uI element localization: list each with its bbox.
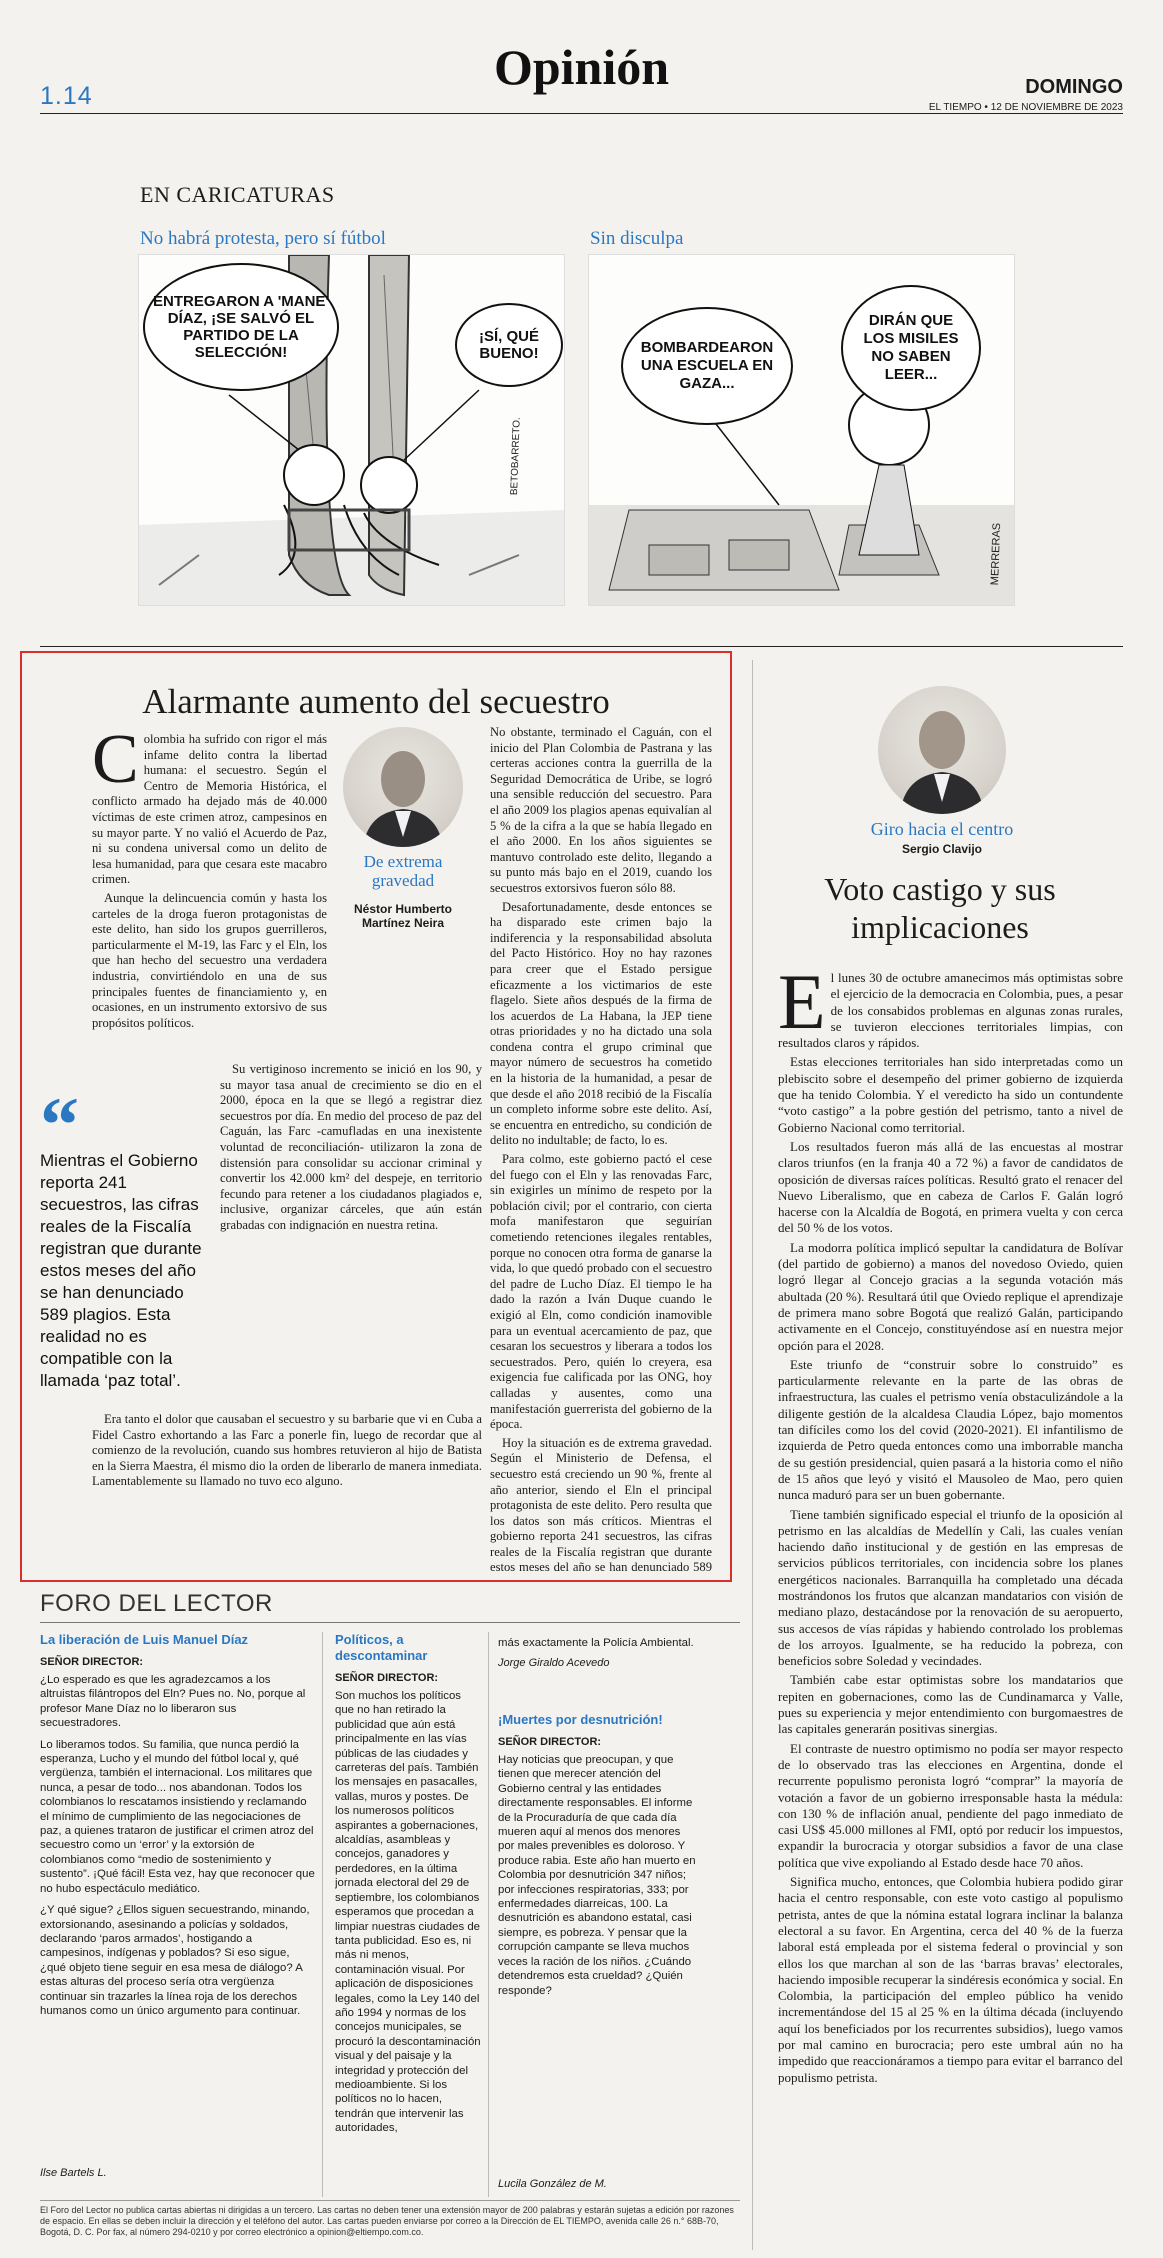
article2-paragraph: El contraste de nuestro optimismo no podía ser mayor respecto de lo observado tras las elecciones en Argentina, donde el recurrente populismo peronista logró “comprar” la mayoría de votación a favor de un gobierno irresponsable hasta la médula: con 130 % de inflación anual, pendiente del pago inmediato de casi US$ 45.000 millones al FMI, optó por reducir los impuestos, expandir la burocracia y otorgar subsidios a favor de una clase política que vive expoliando al Estado desde hace 70 años. xyxy=(778,1740,1123,1870)
foro-letter-2-paragraph: más exactamente la Policía Ambiental. xyxy=(498,1637,694,1649)
cartoon-right-signature: MERRERAS xyxy=(989,522,1004,586)
article2-paragraph: La modorra política implicó sepultar la candidatura de Bolívar (del partido de gobierno) a manos del novedoso Oviedo, quien logró llegar al Concejo gracias a la segunda votación más abultada (20 %). Resultará útil que Oviedo replique el aprendizaje de primera mano sobre Bogotá que realizó Galán, participando activamente en el Concejo, constituyéndose así en nuestra mejor opción para el 2028. xyxy=(778,1239,1123,1353)
article1-paragraph: Era tanto el dolor que causaban el secuestro y su barbarie que vi en Cuba a Fidel Castro exhortando a las Farc a ponerle fin, luego de recordar que al comienzo de la revolución, cuando sus hombres retuvieron al hijo de Batista en la Sierra Maestra, él mismo dio la orden de liberarlo de manera inmediata. Lamentablemente su llamado no tuvo eco alguno. xyxy=(92,1412,482,1489)
foro-letter-1 xyxy=(40,1632,318,2162)
foro-section-title: FORO DEL LECTOR xyxy=(40,1590,273,1617)
cartoon-right xyxy=(588,254,1015,606)
article2-column-name: Giro hacia el centro xyxy=(870,819,1014,839)
article1-paragraph: No obstante, terminado el Caguán, con el inicio del Plan Colombia de Pastrana y las certeras acciones contra la guerrilla de la Seguridad Democrática de Uribe, se logró una sensible reducción del secuestro. Para el año 2009 los plagios apenas equivalían al 5 % de la cifra a la que se había llegado en el año 2000. En los años siguientes se mantuvo controlado este delito, llegando a su punto más bajo en el 2019, cuando los secuestros extorsivos fueron sólo 88. xyxy=(490,725,712,895)
article2-body xyxy=(778,970,1123,2255)
article1-title: Alarmante aumento del secuestro xyxy=(142,682,610,721)
cartoon-left-signature: BETOBARRETO. xyxy=(509,417,523,496)
foro-letter-1-signature: Ilse Bartels L. xyxy=(40,2167,107,2179)
article2-paragraph: Tiene también significado especial el triunfo de la oposición al petrismo en las alcaldías de Medellín y Cali, las cuales venían haciendo daño institucional y de gestión en las empresas de servicios públicos territoriales, con incidencia sobre los planes energéticos nacionales. Barranquilla ha completado una década mostrándonos los frutos que alcanzan mandatarios con visión de mediano plazo, destacándose por la renovación de su aeropuerto, sus accesos de vías rápidas y habiendo controlado los problemas de los arroyos. Igualmente, se ha reducido la pobreza, con beneficios sobre Soledad y vecindades. xyxy=(778,1506,1123,1669)
article1-col2 xyxy=(220,1062,482,1412)
date-line: EL TIEMPO • 12 DE NOVIEMBRE DE 2023 xyxy=(928,102,1123,113)
article1-paragraph: Aunque la delincuencia común y hasta los carteles de la droga fueron protagonistas de este delito, han sido los grupos guerrilleros, particularmente el M-19, las Farc y el Eln, los que han hecho del secuestro una verdadera industria, convirtiéndolo en una de sus principales fuentes de financiamiento y, en ocasiones, en un instrumento extorsivo de sus propósitos políticos. xyxy=(92,890,327,1030)
article1-pull-quote: Mientras el Gobierno reporta 241 secuestros, las cifras reales de la Fiscalía registran que durante estos meses del año se han denunciado 589 plagios. Esta realidad no es compatible con la llamada ‘paz total’. xyxy=(40,1151,202,1390)
article2-dropcap: E xyxy=(778,970,826,1045)
foro-letter-3-paragraph: Hay noticias que preocupan, y que tienen que merecer atención del Gobierno central y las entidades directamente responsables. El informe de la Procuraduría de que cada día mueren aquí al menos dos menores por males prevenibles es doloroso. Y produce rabia. Este año han muerto en Colombia por desnutrición 347 niños; por infecciones respiratorias, 333; por enfermedades diarreicas, 100. La desnutrición es abandono estatal, casi siempre, es pobreza. Y pensar que la corrupción campante se lleva muchos veces la ración de los niños. ¿Cuándo detendremos esta crueldad? ¿Quién responde? xyxy=(498,1754,696,1997)
cartoon-left-bubble-1: ENTREGARON A 'MANE' DÍAZ, ¡SE SALVÓ EL PARTIDO DE LA SELECCIÓN! xyxy=(143,263,339,391)
column-divider xyxy=(752,660,753,2250)
foro-letter-1-paragraph: Lo liberamos todos. Su familia, que nunca perdió la esperanza, Lucho y el mundo del fútbol local y, qué vergüenza, también el internacional. Los militares que nunca, a pesar de todo... nos abandonan. Todos los colombianos lo rescatamos insistiendo y reclamando el mínimo de cumplimiento de las negociaciones de paz, a quienes trataron de justificar el crimen atroz del secuestro como un ‘error’ y la extorsión de colombianos como “medio de sostenimiento y sustento”. ¡Qué fácil! Esta vez, hay que reconocer que no hubo espectáculo mediático. xyxy=(40,1738,315,1895)
cartoons-section-label: EN CARICATURAS xyxy=(140,182,335,207)
foro-letter-3 xyxy=(498,1712,698,2172)
cartoon-right-bubble-1: BOMBARDEARON UNA ESCUELA EN GAZA... xyxy=(621,307,793,425)
cartoon-right-title: Sin disculpa xyxy=(590,228,684,249)
article2-author-photo xyxy=(878,686,1006,814)
section-title: Opinión xyxy=(493,39,670,95)
foro-letter-3-signature: Lucila González de M. xyxy=(498,2178,607,2190)
foro-rule xyxy=(40,1622,740,1623)
foro-divider-1 xyxy=(322,1632,323,2197)
article1-paragraph: Para colmo, este gobierno pactó el cese del fuego con el Eln y las renovadas Farc, sin exigirles un mínimo de respeto por la población civil; por el contrario, con cierta mofa manifestaron que seguirían cometiendo retenciones ilegales rentables, porque no conocen otra forma de ganarse la vida, lo que quedó probado con el secuestro del padre de Lucho Díaz. El tiempo le ha dado la razón a Iván Duque cuando le exigió al Eln, como condición inamovible para un eventual acercamiento de paz, que cesaran los secuestros y liberara a todos los secuestrados. Pero, quién lo creyera, esa exigencia fue calificada por las ONG, hoy calladas y ausentes, como una manifestación guerrerista del gobierno de la época. xyxy=(490,1152,712,1432)
article2-title: Voto castigo y sus implicaciones xyxy=(824,871,1056,945)
cartoon-rule xyxy=(40,646,1123,647)
cartoon-right-bubble-2: DIRÁN QUE LOS MISILES NO SABEN LEER... xyxy=(841,285,981,411)
quote-icon: “ xyxy=(40,1081,79,1168)
foro-footer-rule xyxy=(40,2200,740,2201)
article2-paragraph: l lunes 30 de octubre amanecimos más optimistas sobre el ejercicio de la democracia en Colombia, pues, a pesar de los consabidos problemas en algunas zonas rurales, se tuvieron elecciones territoriales limpias, con resultados claros y rápidos. xyxy=(778,970,1123,1051)
article1-col3 xyxy=(92,1412,482,1570)
page-number: 1.14 xyxy=(40,82,93,110)
header-rule xyxy=(40,113,1123,114)
cartoon-left-title: No habrá protesta, pero sí fútbol xyxy=(140,228,386,249)
day-label: DOMINGO xyxy=(1025,76,1123,98)
article1-author-photo xyxy=(343,727,463,847)
article1-column-name: De extrema gravedad xyxy=(363,852,443,890)
foro-letter-2-signature: Jorge Giraldo Acevedo xyxy=(498,1657,610,1670)
foro-letter-1-title: La liberación de Luis Manuel Díaz xyxy=(40,1632,249,1647)
foro-footer-note: El Foro del Lector no publica cartas abiertas ni dirigidas a un tercero. Las cartas no deben tener una extensión mayor de 200 palabras y estarán sujetas a edición por razones de espacio. En ellas se deben incluir la dirección y el teléfono del autor. Las cartas pueden enviarse por correo a la Dirección de EL TIEMPO, avenida calle 26 n.° 68B-70, Bogotá, D. C. Por fax, al número 294-0210 y por correo electrónico a opinion@eltiempo.com.co. xyxy=(40,2205,734,2237)
foro-letter-3-salutation: SEÑOR DIRECTOR: xyxy=(498,1736,602,1748)
cartoon-left xyxy=(138,254,565,606)
foro-letter-1-paragraph: ¿Lo esperado es que les agradezcamos a los altruistas filántropos del Eln? Pues no. No, porque al profesor Mane Díaz no lo liberaron sus secuestradores. xyxy=(40,1674,306,1730)
article1-paragraph: Su vertiginoso incremento se inició en los 90, y su mayor tasa anual de crecimiento se dio en el 2000, época en la que se llegó a registrar diez secuestros por día. En medio del proceso de paz del Caguán, las Farc -camufladas en una inexistente voluntad de reconciliación- utilizaron la zona de distensión para consolidar su accionar criminal y convertir los 42.000 km² del despeje, en territorio fecundo para retener a los ciudadanos plagiados e, inclusive, organizar cárceles, que aún están grabadas con indignación en nuestra retina. xyxy=(220,1062,482,1232)
article2-paragraph: También cabe estar optimistas sobre los mandatarios que repiten en gobernaciones, como las de Cundinamarca y Valle, pues su experiencia y mejor entendimiento con burgomaestres de las capitales generarán positivas sinergias. xyxy=(778,1672,1123,1737)
article1-paragraph: Desafortunadamente, desde entonces se ha disparado este crimen bajo la indiferencia y la responsabilidad absoluta del Pacto Histórico. Hoy no hay razones para creer que el Estado persigue eficazmente a los victimarios de este flagelo. Siete años después de la firma de los acuerdos de La Habana, la JEP tiene otras prioridades y no ha dictado una sola condena contra el grupo criminal que mayor número de secuestros ha cometido en la historia de la humanidad, a pesar de que desde el año 2018 recibió de la Fiscalía un completo informe sobre este delito. Así, se encuentra en entredicho, su condición de delito no indultable; de facto, lo es. xyxy=(490,899,712,1148)
foro-letter-1-salutation: SEÑOR DIRECTOR: xyxy=(40,1656,144,1668)
article1-col4 xyxy=(490,725,712,1575)
foro-divider-2 xyxy=(488,1632,489,2197)
cartoon-left-bubble-2: ¡SÍ, QUÉ BUENO! xyxy=(455,303,563,387)
foro-letter-3-title: ¡Muertes por desnutrición! xyxy=(498,1712,663,1727)
foro-letter-2-title: Políticos, a descontaminar xyxy=(335,1632,428,1663)
foro-letter-2-continued xyxy=(498,1636,698,1669)
foro-letter-2-salutation: SEÑOR DIRECTOR: xyxy=(335,1672,439,1684)
article2-author: Sergio Clavijo xyxy=(901,842,983,856)
foro-letter-2 xyxy=(335,1632,483,2197)
foro-letter-1-paragraph: ¿Y qué sigue? ¿Ellos siguen secuestrando, minando, extorsionando, asesinando a policías y soldados, declarando ‘paros armados’, hostigando a campesinos, indígenas y poblados? Si eso sigue, ¿qué objeto tiene seguir en esa mesa de diálogo? A estas alturas del proceso sería otra vergüenza continuar sin trazarles la línea roja de los derechos humanos como un único argumento para continuar. xyxy=(40,1904,310,2017)
article1-paragraph: Hoy la situación es de extrema gravedad. Según el Ministerio de Defensa, el secuestro está creciendo un 90 %, frente al año anterior, siendo el Eln el principal protagonista de este delito. Pero resulta que los datos son más críticos. Mientras el gobierno reporta 241 secuestros, las cifras reales de la Fiscalía registran que durante estos meses del año se han denunciado 589 xyxy=(490,1435,712,1575)
article1-paragraph: olombia ha sufrido con rigor el más infame delito contra la libertad humana: el secuestro. Según el Centro de Memoria Histórica, el conflicto armado ha dejado más de 40.000 víctimas de este crimen atroz, campesinos en su mayor parte. Y no valió el Acuerdo de Paz, ni su condena universal como un delito de lesa humanidad, para que cesara este macabro crimen. xyxy=(92,732,327,887)
article1-author: Néstor Humberto Martínez Neira xyxy=(353,902,452,930)
article1-dropcap: C xyxy=(92,732,139,798)
article2-paragraph: Los resultados fueron más allá de las encuestas al mostrar claros triunfos (en la franja 40 a 72 %) a favor de candidatos de oposición de diversas raíces políticas. Resultó grato el renacer del Nuevo Liberalismo, que en cabeza de Carlos F. Galán logró hacerse con la Alcaldía de Bogotá, en primera vuelta y con cerca del 50 % de los votos. xyxy=(778,1138,1123,1236)
article2-paragraph: Significa mucho, entonces, que Colombia hubiera podido girar hacia el centro responsable, con este voto castigo al populismo petrista, antes de que la nómina estatal lograra inclinar la balanza electoral a su favor. En Argentina, cerca del 40 % de la fuerza laboral está empleada por el sistema federal o provincial y son ellos los que marchan al son de las ‘barras bravas’ electorales, haciendo imposible recuperar la sindéresis económica y social. En Colombia, la participación del empleo público ha venido incrementándose del 15 al 25 % en la última década (incluyendo aquí los beneficiados por los recurrentes subsidios), luego vamos por mal camino en burocracia; pero este umbral aún no ha impedido que reaccionáramos a tiempo para evitar el barranco del populismo petrista. xyxy=(778,1874,1123,2085)
article2-paragraph: Este triunfo de “construir sobre lo construido” es particularmente relevante en la parte de las obras de infraestructura, las cuales el petrismo venía obstaculizándole a la diligente gestión de la alcaldesa Claudia López, bajo momentos tan difíciles como los del covid (2020-2021). El infantilismo de izquierda de Petro queda entonces como una imborrable mancha de su gestión presidencial, quien pasará a la historia como el niño de 15 años que leyó y visitó el Mausoleo de Mao, pero quien nunca maduró para ser un buen gobernante. xyxy=(778,1356,1123,1503)
foro-letter-2-paragraph: Son muchos los políticos que no han retirado la publicidad que aún está principalmente en las vías públicas de las ciudades y carreteras del país. También los mensajes en pasacalles, vallas, muros y postes. De los numerosos políticos aspirantes a gobernaciones, alcaldías, asambleas y concejos, ganadores y perdedores, en la última jornada electoral del 29 de septiembre, los colombianos esperamos que procedan a limpiar nuestras ciudades de tanta publicidad. Eso es, ni más ni menos, contaminación visual. Por aplicación de disposiciones legales, como la Ley 140 del año 1994 y normas de los concejos municipales, se procuró la descontaminación visual y del paisaje y la integridad y protección del medioambiente. Si los políticos no lo hacen, tendrán que intervenir las autoridades, xyxy=(335,1690,481,2135)
article2-paragraph: Estas elecciones territoriales han sido interpretadas como un plebiscito sobre el desempeño del primer gobierno de izquierda que ha tenido Colombia. Y el veredicto ha sido un contundente “voto castigo” a la pobre gestión del petrismo, tanto a nivel de Gobierno Nacional como territorial. xyxy=(778,1054,1123,1135)
